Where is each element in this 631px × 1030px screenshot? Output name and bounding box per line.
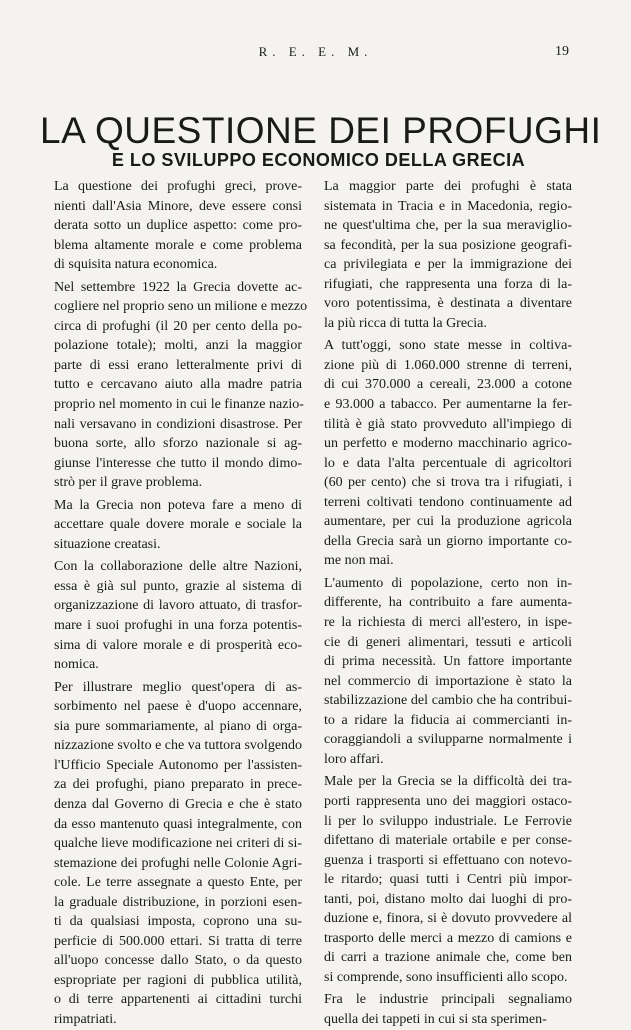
text-line: La maggior parte dei profughi è stata xyxy=(324,179,572,194)
text-line: nienti dall'Asia Minore, deve essere consi xyxy=(54,198,302,214)
text-line: di prima necessità. Un fattore importante xyxy=(324,654,572,670)
paragraph xyxy=(310,990,572,1029)
paragraph xyxy=(310,574,572,769)
text-line: coraggiandoli a svilupparne normalmente i xyxy=(324,732,572,748)
text-line: La questione dei profughi greci, prove- xyxy=(54,179,302,194)
text-line: ti da qualsiasi imposta, coprono una su- xyxy=(54,914,302,930)
text-line: essa è già sul punto, grazie al sistema di xyxy=(54,578,302,594)
text-line: perficie di 500.000 ettari. Si tratta di terre xyxy=(54,933,302,949)
text-line: me non mai. xyxy=(324,553,394,569)
text-line: nomica. xyxy=(54,657,99,673)
text-line: zione più di 1.060.000 strenne di terreni, xyxy=(324,357,572,373)
text-line: cogliere nel proprio seno un milione e mezzo xyxy=(54,299,308,315)
text-line: voro potentissima, è destinata a diventare xyxy=(324,296,572,312)
text-line: qualche lieve modificazione nei criteri di si- xyxy=(54,836,302,852)
text-line: espropriate per ragioni di pubblica utilità, xyxy=(54,972,302,988)
text-line: giunse l'interesse che tutto il mondo dimo- xyxy=(54,455,302,471)
text-line: lo e data l'alta percentuale di agricoltori xyxy=(324,455,572,471)
page-number: 19 xyxy=(555,44,569,59)
text-line: di carri a trazione animale che, come ben xyxy=(324,950,572,966)
text-line: loro affari. xyxy=(324,751,384,767)
text-line: accettare quale dovere morale e sociale la xyxy=(54,517,302,533)
text-line: organizzazione di lavoro attuato, di trasfor- xyxy=(54,598,302,614)
text-line: stemazione dei profughi nelle Colonie Agri- xyxy=(54,855,302,871)
paragraph xyxy=(310,772,572,987)
text-line: cie di generi alimentari, tessuti e articoli xyxy=(324,634,572,650)
text-line: tutto e cercavano aiuto alla madre patria xyxy=(54,377,302,393)
paragraph xyxy=(40,278,308,493)
text-line: duzione e, finora, si è dovuto provvedere al xyxy=(324,911,572,927)
text-line: mare i suoi profughi in una forza potentis- xyxy=(54,618,302,634)
text-line: cole. Le terre assegnate a questo Ente, per xyxy=(54,875,302,891)
text-line: rimpatriati. xyxy=(54,1011,117,1027)
text-line: guenza i trasporti si effettuano con notevo- xyxy=(324,852,572,868)
text-line: Male per la Grecia se la difficoltà dei tra- xyxy=(324,774,572,790)
text-line: e 93.000 a tabacco. Per aumentarne la fer- xyxy=(324,397,572,413)
text-line: circa di profughi (il 20 per cento della po- xyxy=(54,318,302,334)
text-line: parte di essi erano letteralmente privi di xyxy=(54,357,302,373)
text-line: derata sotto un duplice aspetto: come pro- xyxy=(54,218,302,234)
text-line: l'Ufficio Speciale Autonomo per l'assisten- xyxy=(54,757,302,773)
article-title: LA QUESTIONE DEI PROFUGHI xyxy=(40,110,602,151)
text-line: to a ridare la fiducia ai commercianti in- xyxy=(324,712,572,728)
text-line: di squisita natura economica. xyxy=(54,257,218,273)
paragraph xyxy=(40,496,302,555)
paragraph xyxy=(40,557,302,674)
text-line: buona sorte, allo sforzo nazionale si ag- xyxy=(54,436,302,452)
text-line: Fra le industrie principali segnaliamo xyxy=(324,992,572,1008)
text-line: tilità è già stato provveduto all'impiego di xyxy=(324,416,572,432)
text-line: ca privilegiata e per la immigrazione dei xyxy=(324,257,572,273)
text-line: nali versavano in condizioni disastrose. Per xyxy=(54,416,302,432)
text-line: polazione totale); molti, anzi la maggior xyxy=(54,338,302,354)
text-line: tanti, poi, distano molto dai luoghi di pro- xyxy=(324,891,572,907)
text-line: proprio nel momento in cui le finanze nazio- xyxy=(54,397,304,413)
running-title: R. E. E. M. xyxy=(258,44,373,59)
article-subtitle: E LO SVILUPPO ECONOMICO DELLA GRECIA xyxy=(111,150,526,170)
text-line: strò per il grave problema. xyxy=(54,475,203,491)
text-line: la graduale distribuzione, in porzioni esen- xyxy=(54,894,302,910)
text-line: trasporto delle merci a mezzo di camions e xyxy=(324,930,572,946)
text-line: porti rappresenta uno dei maggiori ostaco- xyxy=(324,793,572,809)
text-line: sia pure sommariamente, al piano di orga- xyxy=(54,718,302,734)
text-line: di cui 370.000 a cereali, 23.000 a cotone xyxy=(324,377,572,393)
text-line: Nel settembre 1922 la Grecia dovette ac- xyxy=(54,279,302,295)
text-line: re la richiesta di merci all'estero, in ispe- xyxy=(324,615,572,631)
text-line: (60 per cento) che si trova tra i rifugiati, i xyxy=(324,475,572,491)
text-line: sistemata in Tracia e in Macedonia, regio- xyxy=(324,198,572,214)
text-line: un perfetto e moderno macchinario agrico- xyxy=(324,436,572,452)
text-line: Ma la Grecia non poteva fare a meno di xyxy=(54,497,302,513)
paragraph xyxy=(40,177,302,275)
text-line: rifugiati, che rappresenta una forza di la- xyxy=(324,276,572,292)
text-line: sorbimento nel paese è d'uopo accennare, xyxy=(54,699,302,715)
text-line: A tutt'oggi, sono state messe in coltiva- xyxy=(324,338,572,354)
text-line: Per illustrare meglio quest'opera di as- xyxy=(54,679,302,695)
text-line: blema altamente morale e come problema xyxy=(54,237,302,253)
text-line: difettano di materiale ortabile e per conse- xyxy=(324,833,572,849)
text-line: all'uopo concesse dallo Stato, o da questo xyxy=(54,953,302,969)
text-line: nizzazione svolto e che va tuttora svolgendo xyxy=(54,738,303,754)
paragraph xyxy=(310,177,572,333)
text-line: L'aumento di popolazione, certo non in- xyxy=(324,575,572,591)
text-line: quella dei tappeti in cui si sta sperimen- xyxy=(324,1011,547,1027)
paragraph xyxy=(310,336,572,571)
text-line: sima di valore morale e di prosperità eco- xyxy=(54,637,302,653)
text-line: la più ricca di tutta la Grecia. xyxy=(324,315,487,331)
text-line: differente, ha contribuito a fare aumenta- xyxy=(324,595,572,611)
text-line: li per lo sviluppo industriale. Le Ferrovie xyxy=(324,813,572,829)
text-line: si comprende, sono insufficienti allo scopo. xyxy=(324,969,568,985)
text-line: Con la collaborazione delle altre Nazioni, xyxy=(54,559,302,575)
text-line: nel commercio di importazione è stato la xyxy=(324,673,572,689)
text-line: aumentare, per cui la produzione agricola xyxy=(324,514,572,530)
text-line: stabilizzazione del cambio che ha contribui- xyxy=(324,693,572,709)
paragraph xyxy=(40,678,302,1030)
text-line: della Grecia sarà un giorno importante co- xyxy=(324,533,572,549)
text-line: da esso mantenuto quasi integralmente, con xyxy=(54,816,302,832)
text-line: situazione creatasi. xyxy=(54,536,161,552)
right-column xyxy=(310,177,572,1030)
left-column xyxy=(40,177,308,1030)
text-line: za dei profughi, piano preparato in prece- xyxy=(54,777,302,793)
text-line: terreni coltivati tendono continuamente ad xyxy=(324,494,572,510)
text-line: denza dal Governo di Grecia e che è stato xyxy=(54,796,302,812)
text-line: o di terre appartenenti ai cittadini turchi xyxy=(54,992,302,1008)
text-line: sa fecondità, per la sua posizione geografi- xyxy=(324,237,572,253)
text-line: ne quest'ultima che, per la sua meraviglio- xyxy=(324,218,572,234)
text-line: le ritardo; quasi tutti i Centri più impor- xyxy=(324,872,572,888)
